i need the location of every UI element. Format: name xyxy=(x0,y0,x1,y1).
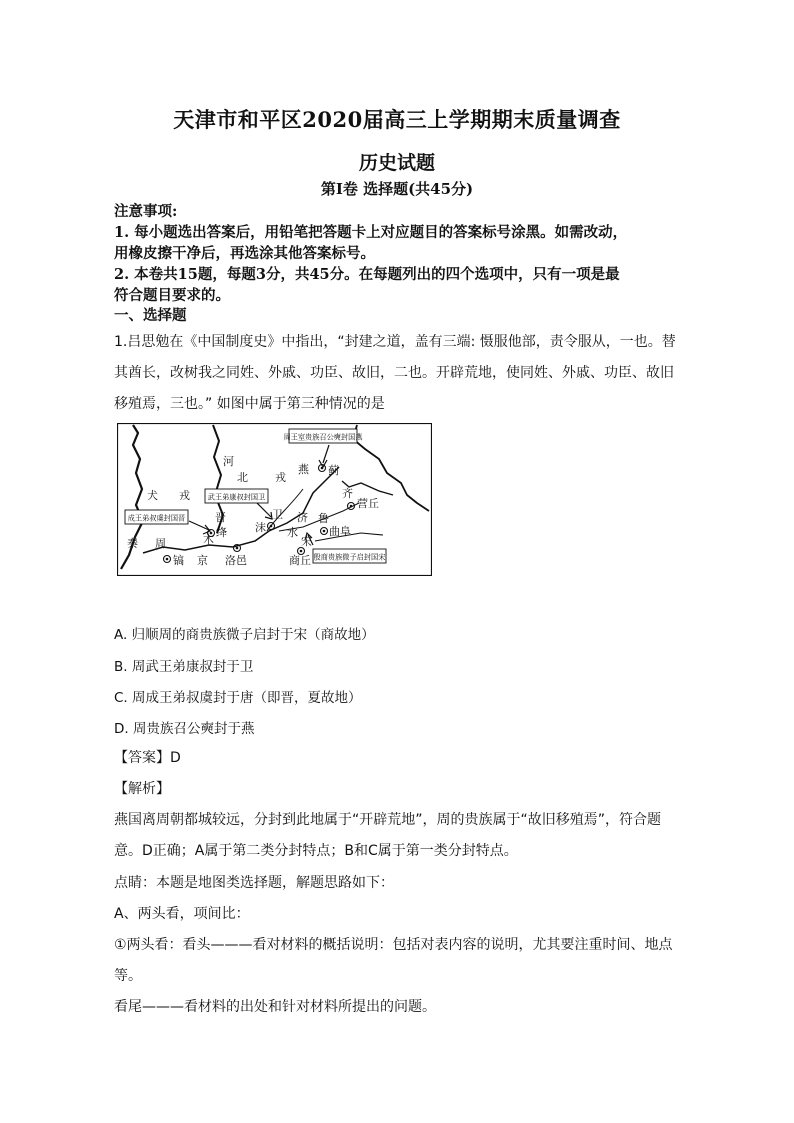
map-label-ji: 蓟 xyxy=(328,464,339,477)
map-label-yingqiu: 营丘 xyxy=(357,497,379,510)
map-label-qi: 齐 xyxy=(342,487,353,500)
map-label-jiang: 绛 xyxy=(216,526,227,539)
feudal-states-map xyxy=(117,423,432,576)
analysis-line-5: ①两头看：看头———看对材料的概括说明：包括对表内容的说明，尤其要注重时间、地点 xyxy=(114,937,673,953)
question-line-3: 移殖焉，三也。” 如图中属于第三种情况的是 xyxy=(114,396,385,412)
map-label-luoyi: 洛邑 xyxy=(225,554,247,567)
map-label-wei: 卫 xyxy=(272,508,283,521)
option-c: C. 周成王弟叔虞封于唐（即晋，夏故地） xyxy=(114,690,362,706)
map-label-jing: 京 xyxy=(197,554,208,567)
map-box-wei: 武王弟康叔封国卫 xyxy=(207,492,266,502)
map-label-bei: 北 xyxy=(237,471,248,484)
map-label-yan: 燕 xyxy=(298,463,309,476)
map-label-shui: 水 xyxy=(287,526,298,539)
map-label-jin: 晋 xyxy=(215,511,226,524)
analysis-line-6: 等。 xyxy=(114,968,142,984)
map-label-qufu: 曲阜 xyxy=(329,525,351,538)
map-label-qin: 秦 xyxy=(127,537,138,550)
note-1-line-b: 用橡皮擦干净后，再选涂其他答案标号。 xyxy=(114,245,375,262)
note-1-line-a: 1. 每小题选出答案后，用铅笔把答题卡上对应题目的答案标号涂黑。如需改动， xyxy=(114,224,628,241)
map-label-zhou: 周 xyxy=(155,537,166,550)
map-label-quan: 犬 xyxy=(147,489,158,502)
map-label-song: 宋 xyxy=(301,535,312,548)
part-heading: 一、选择题 xyxy=(114,307,187,324)
map-box-jin: 成王弟叔虞封国晋 xyxy=(127,513,186,523)
analysis-line-4: A、两头看，项间比： xyxy=(114,906,250,922)
option-d: D. 周贵族召公奭封于燕 xyxy=(114,721,255,737)
analysis-line-2: 意。D正确；A属于第二类分封特点；B和C属于第一类分封特点。 xyxy=(114,843,518,859)
map-label-ji-river: 济 xyxy=(297,511,308,524)
analysis-line-1: 燕国离周朝都城较远，分封到此地属于“开辟荒地”，周的贵族属于“故旧移殖焉”，符合题 xyxy=(114,812,662,828)
map-label-mu: 木 xyxy=(203,533,214,546)
exam-title: 天津市和平区2020届高三上学期期末质量调查 xyxy=(173,107,621,132)
subject-title: 历史试题 xyxy=(358,152,435,174)
notes-heading: 注意事项: xyxy=(114,203,178,220)
analysis-line-3: 点睛：本题是地图类选择题，解题思路如下： xyxy=(114,875,394,891)
section-title: 第Ⅰ卷 选择题(共45分) xyxy=(320,180,474,198)
analysis-tag: 【解析】 xyxy=(114,781,170,797)
map-label-gao: 镐 xyxy=(173,554,184,567)
note-2-line-a: 2. 本卷共15题，每题3分，共45分。在每题列出的四个选项中，只有一项是最 xyxy=(114,266,620,283)
map-box-yan: 周王室贵族召公奭封国燕 xyxy=(283,432,363,442)
map-label-rong-west: 戎 xyxy=(179,489,190,502)
map-label-shangqiu: 商丘 xyxy=(289,554,311,567)
map-box-song: 殷商贵族微子启封国宋 xyxy=(313,552,386,562)
map-label-he: 河 xyxy=(223,455,234,468)
answer-line xyxy=(114,748,181,768)
option-a: A. 归顺周的商贵族微子启封于宋（商故地） xyxy=(114,627,375,643)
answer-tag: 【答案】 xyxy=(114,750,170,766)
map-label-lu: 鲁 xyxy=(318,512,329,525)
question-line-2: 其酋长，改树我之同姓、外戚、功臣、故旧，二也。开辟荒地，使同姓、外戚、功臣、故旧 xyxy=(114,365,674,381)
map-label-mo: 沫 xyxy=(255,521,266,534)
analysis-line-7: 看尾———看材料的出处和针对材料所提出的问题。 xyxy=(114,999,436,1015)
question-line-1: 1.吕思勉在《中国制度史》中指出，“封建之道，盖有三端: 慑服他部，责令服从，一也。替 xyxy=(114,334,676,350)
answer-value: D xyxy=(170,750,181,766)
option-b: B. 周武王弟康叔封于卫 xyxy=(114,659,254,675)
note-2-line-b: 符合题目要求的。 xyxy=(114,287,230,304)
map-label-rong: 戎 xyxy=(275,471,286,484)
